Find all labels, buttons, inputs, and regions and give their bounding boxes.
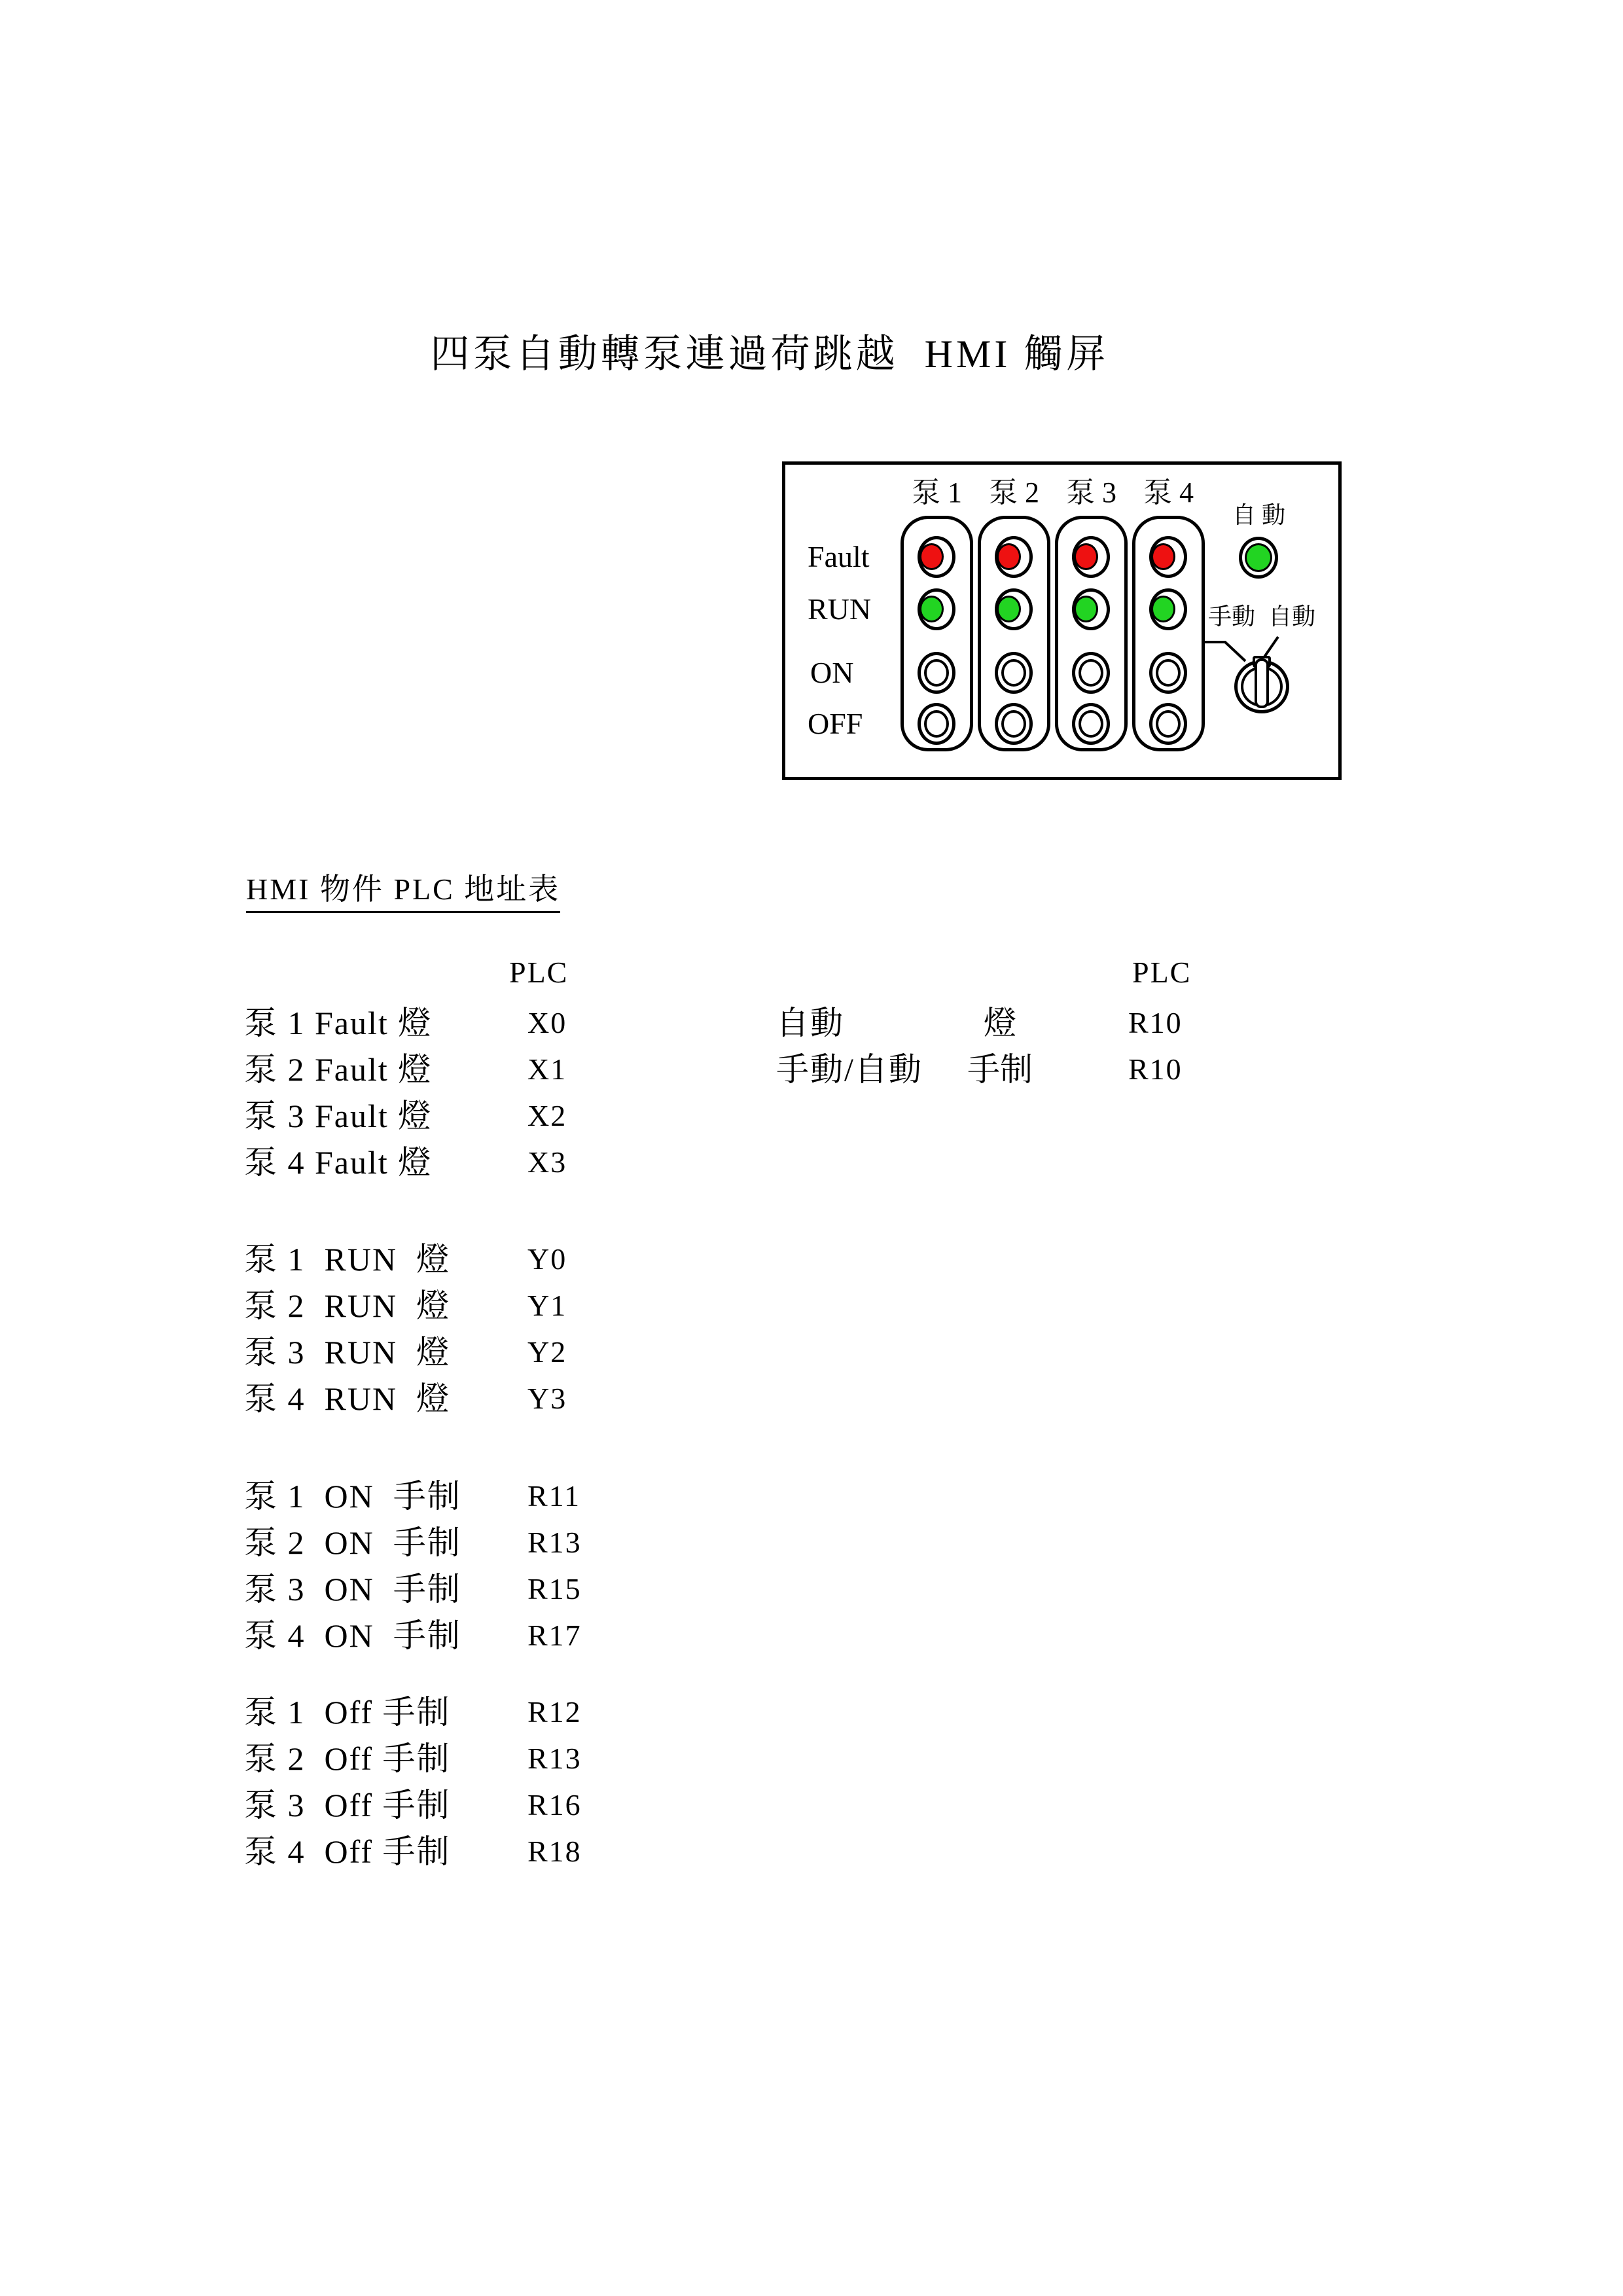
plc-address: R12 — [527, 1695, 582, 1729]
pump4-run-bulb — [1151, 596, 1175, 622]
row-label: 泵 1 ON 手制 — [244, 1478, 461, 1515]
address-row — [0, 1615, 1623, 1657]
plc-address: Y3 — [527, 1382, 567, 1415]
address-row — [0, 1331, 1623, 1373]
pump1-run-bulb — [919, 596, 944, 622]
pump3-label: 泵 3 — [1066, 476, 1116, 509]
plc-address: R13 — [527, 1742, 582, 1775]
pump3-off-button[interactable] — [1072, 703, 1110, 745]
plc-address: X0 — [527, 1006, 567, 1039]
pump2-on-button[interactable] — [995, 652, 1033, 694]
row-label: 泵 2 ON 手制 — [244, 1524, 461, 1561]
pump4-run-light — [1149, 588, 1187, 630]
auto-bulb — [1245, 543, 1272, 572]
plc-address: R10 — [1128, 1006, 1183, 1039]
plc-address: R11 — [527, 1479, 580, 1513]
pump2-fault-light — [995, 536, 1033, 578]
address-row — [0, 1141, 1623, 1183]
row-label: 泵 1 Off 手制 — [244, 1694, 451, 1731]
plc-address: X3 — [527, 1145, 567, 1179]
pump2-off-bulb — [1001, 710, 1026, 738]
pump2-off-button[interactable] — [995, 703, 1033, 745]
pump1-on-bulb — [924, 659, 949, 687]
address-row — [0, 1378, 1623, 1420]
pump4-fault-light — [1149, 536, 1187, 578]
row-label: 自動 — [776, 1005, 844, 1041]
pump4-label: 泵 4 — [1143, 476, 1194, 509]
row-label: 手動/自動 — [776, 1051, 923, 1088]
pump2-run-bulb — [997, 596, 1021, 622]
pump3-fault-light — [1072, 536, 1110, 578]
row-label: 泵 3 ON 手制 — [244, 1571, 461, 1607]
plc-address: R17 — [527, 1619, 582, 1652]
address-table-heading: HMI 物件 PLC 地址表 — [246, 870, 560, 913]
row-label: 泵 4 Off 手制 — [244, 1833, 451, 1870]
pump1-fault-light — [918, 536, 955, 578]
plc-address: Y2 — [527, 1335, 567, 1369]
pump1-on-button[interactable] — [918, 652, 955, 694]
pump4-off-bulb — [1156, 710, 1181, 738]
pump3-fault-bulb — [1074, 543, 1098, 570]
plc-address: R15 — [527, 1572, 582, 1605]
plc-address: R16 — [527, 1788, 582, 1821]
pump2-run-light — [995, 588, 1033, 630]
pump1-column — [901, 516, 973, 751]
row-label: 泵 2 RUN 燈 — [244, 1287, 451, 1324]
address-row — [0, 1738, 1623, 1780]
row-label: 泵 4 ON 手制 — [244, 1617, 461, 1654]
row-label: 泵 1 RUN 燈 — [244, 1241, 451, 1278]
plc-header-left: PLC — [509, 956, 569, 989]
on-row-label: ON — [810, 656, 854, 689]
pump1-fault-bulb — [919, 543, 944, 570]
run-row-label: RUN — [808, 592, 872, 626]
fault-row-label: Fault — [808, 540, 870, 573]
pump3-run-bulb — [1074, 596, 1098, 622]
pump1-off-bulb — [924, 710, 949, 738]
address-row — [0, 1831, 1623, 1873]
switch-auto-label: 自動 — [1268, 603, 1316, 630]
address-row — [0, 1784, 1623, 1826]
address-row — [0, 1691, 1623, 1733]
row-label: 泵 4 Fault 燈 — [244, 1144, 433, 1181]
row-label: 泵 3 Fault 燈 — [244, 1098, 433, 1134]
pump2-label: 泵 2 — [989, 476, 1039, 509]
auto-light-label: 自 動 — [1232, 502, 1286, 528]
pump3-on-button[interactable] — [1072, 652, 1110, 694]
address-row — [0, 1568, 1623, 1610]
pump3-column — [1055, 516, 1128, 751]
pump1-label: 泵 1 — [912, 476, 962, 509]
pump3-off-bulb — [1079, 710, 1103, 738]
pump4-off-button[interactable] — [1149, 703, 1187, 745]
row-type: 手制 — [967, 1051, 1033, 1088]
hmi-panel — [782, 461, 1342, 780]
pump3-on-bulb — [1079, 659, 1103, 687]
plc-address: R13 — [527, 1526, 582, 1559]
plc-address: R18 — [527, 1835, 582, 1868]
pump2-fault-bulb — [997, 543, 1021, 570]
off-row-label: OFF — [808, 707, 863, 740]
row-label: 泵 2 Fault 燈 — [244, 1051, 433, 1088]
address-row — [0, 1238, 1623, 1280]
address-row — [0, 1285, 1623, 1327]
row-label: 泵 3 RUN 燈 — [244, 1334, 451, 1371]
plc-address: X1 — [527, 1052, 567, 1086]
plc-address: X2 — [527, 1099, 567, 1132]
pump4-column — [1132, 516, 1205, 751]
pump3-run-light — [1072, 588, 1110, 630]
address-row — [0, 1475, 1623, 1517]
address-row — [0, 1522, 1623, 1564]
address-row — [0, 1049, 1623, 1090]
pump1-off-button[interactable] — [918, 703, 955, 745]
pump4-on-bulb — [1156, 659, 1181, 687]
address-row — [0, 1002, 1623, 1044]
pump1-run-light — [918, 588, 955, 630]
pump4-on-button[interactable] — [1149, 652, 1187, 694]
pump2-column — [978, 516, 1050, 751]
plc-address: Y1 — [527, 1289, 567, 1322]
switch-manual-label: 手動 — [1208, 603, 1256, 630]
page-title: 四泵自動轉泵連過荷跳越 HMI 觸屏 — [430, 332, 1109, 376]
row-type: 燈 — [984, 1005, 1016, 1041]
address-row — [0, 1095, 1623, 1137]
auto-light — [1239, 537, 1278, 579]
plc-address: R10 — [1128, 1052, 1183, 1086]
plc-header-right: PLC — [1132, 956, 1192, 989]
mode-rotary-switch-handle[interactable] — [1255, 658, 1269, 708]
row-label: 泵 1 Fault 燈 — [244, 1005, 433, 1041]
plc-address: Y0 — [527, 1242, 567, 1276]
pump4-fault-bulb — [1151, 543, 1175, 570]
row-label: 泵 3 Off 手制 — [244, 1787, 451, 1823]
row-label: 泵 4 RUN 燈 — [244, 1380, 451, 1417]
row-label: 泵 2 Off 手制 — [244, 1740, 451, 1777]
pump2-on-bulb — [1001, 659, 1026, 687]
